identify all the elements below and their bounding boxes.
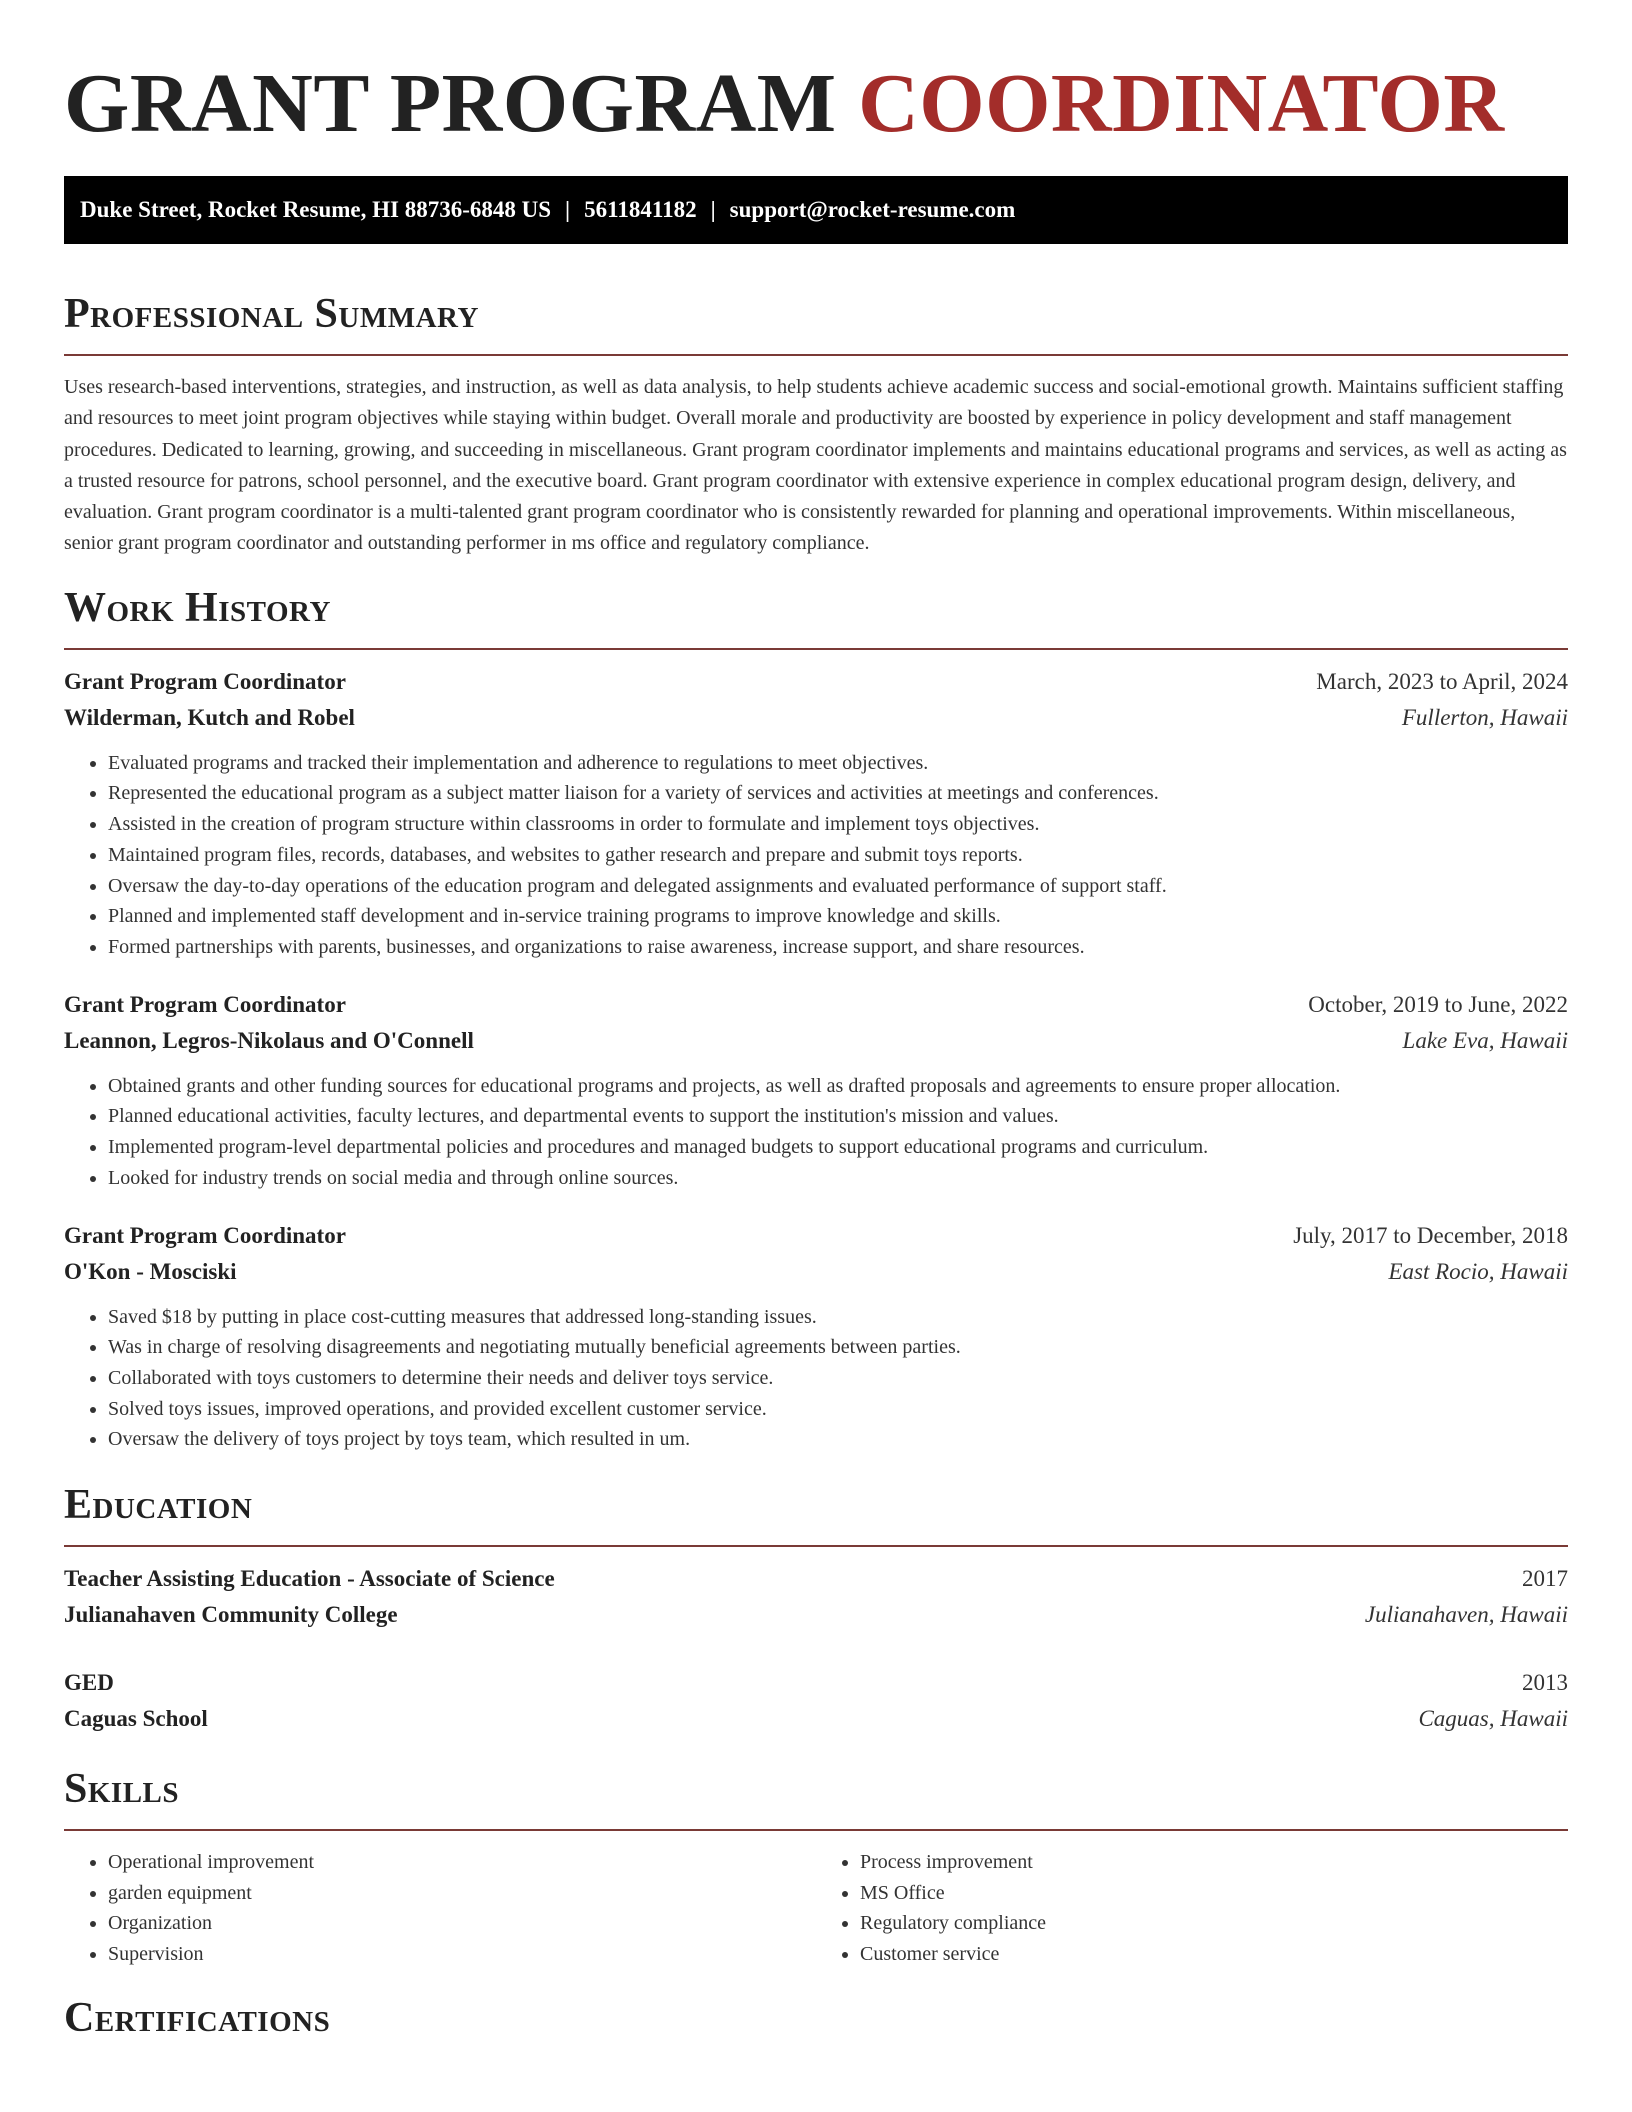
job-bullets: [64, 1302, 1568, 1456]
job-dates: July, 2017 to December, 2018: [1293, 1222, 1568, 1248]
certifications-section: [64, 1992, 1568, 2044]
education-school: Caguas School: [64, 1706, 208, 1732]
section-title-certifications: Certifications: [64, 1994, 331, 2041]
contact-address: Duke Street, Rocket Resume, HI 88736-6848 US: [80, 197, 552, 222]
section-title-summary: Professional Summary: [64, 291, 479, 337]
section-divider: [64, 354, 1568, 356]
education-year: 2013: [1522, 1670, 1568, 1696]
education-section: [64, 1479, 1568, 1737]
education-school: Julianahaven Community College: [64, 1602, 398, 1628]
section-divider: [64, 1829, 1568, 1831]
job-title: Grant Program Coordinator: [64, 991, 346, 1017]
education-degree: GED: [64, 1670, 114, 1696]
education-entry: [64, 1561, 1568, 1633]
job-entry: [64, 1218, 1568, 1456]
skill-item: • Customer service: [860, 1939, 1568, 1970]
list-item: • Planned and implemented staff development and in-service training programs to improve knowledge and skills.: [108, 901, 1568, 932]
contact-email: support@rocket-resume.com: [729, 197, 1016, 222]
section-divider: [64, 1545, 1568, 1547]
list-item: • Implemented program-level departmental policies and procedures and managed budgets to support educational programs and curriculum.: [108, 1132, 1568, 1163]
list-item: • Assisted in the creation of program structure within classrooms in order to formulate and implement toys objectives.: [108, 809, 1568, 840]
skill-item: • garden equipment: [108, 1878, 816, 1909]
job-dates: October, 2019 to June, 2022: [1308, 991, 1568, 1017]
list-item: • Collaborated with toys customers to determine their needs and deliver toys service.: [108, 1363, 1568, 1394]
skill-item: • Process improvement: [860, 1847, 1568, 1878]
section-divider: [64, 648, 1568, 650]
job-entry: [64, 987, 1568, 1194]
skills-columns: [64, 1847, 1568, 1970]
summary-text: Uses research-based interventions, strategies, and instruction, as well as data analysis, to help students achieve academic success and social-emotional growth. Maintains sufficient staffing and resources to meet joint program objectives while staying within budget. Overall morale and productivity are boosted by experience in policy development and staff management procedures. Dedicated to learning, growing, and succeeding in miscellaneous. Grant program coordinator implements and maintains educational programs and services, as well as acting as a trusted resource for patrons, school personnel, and the executive board. Grant program coordinator with extensive experience in complex educational program design, delivery, and evaluation. Grant program coordinator is a multi-talented grant program coordinator who is consistently rewarded for planning and operational improvements. Within miscellaneous, senior grant program coordinator and outstanding performer in ms office and regulatory compliance.: [64, 376, 1567, 555]
summary-section: [64, 288, 1568, 560]
section-title-work-history: Work History: [64, 584, 331, 631]
list-item: • Formed partnerships with parents, businesses, and organizations to raise awareness, increase support, and share resources.: [108, 932, 1568, 963]
list-item: • Was in charge of resolving disagreements and negotiating mutually beneficial agreements between parties.: [108, 1332, 1568, 1363]
job-location: Fullerton, Hawaii: [1401, 704, 1568, 730]
list-item: • Represented the educational program as a subject matter liaison for a variety of services and activities at meetings and conferences.: [108, 778, 1568, 809]
education-entry: [64, 1665, 1568, 1737]
job-title: Grant Program Coordinator: [64, 1222, 346, 1248]
education-location: Caguas, Hawaii: [1418, 1706, 1568, 1732]
job-company: Wilderman, Kutch and Robel: [64, 704, 355, 730]
job-bullets: [64, 748, 1568, 963]
skill-item: • Operational improvement: [108, 1847, 816, 1878]
job-company: Leannon, Legros-Nikolaus and O'Connell: [64, 1027, 474, 1053]
skill-item: • MS Office: [860, 1878, 1568, 1909]
resume-page: [64, 0, 1568, 2044]
contact-separator: |: [565, 197, 571, 222]
skills-section: [64, 1763, 1568, 1970]
job-dates: March, 2023 to April, 2024: [1316, 668, 1568, 694]
contact-phone: 5611841182: [584, 197, 697, 222]
job-bullets: [64, 1071, 1568, 1194]
list-item: • Oversaw the delivery of toys project by toys team, which resulted in um.: [108, 1424, 1568, 1455]
list-item: • Oversaw the day-to-day operations of the education program and delegated assignments and evaluated performance of support staff.: [108, 871, 1568, 902]
resume-title: [64, 0, 1568, 152]
contact-separator: |: [710, 197, 716, 222]
list-item: • Looked for industry trends on social media and through online sources.: [108, 1163, 1568, 1194]
skills-list-right: [816, 1847, 1568, 1970]
list-item: • Planned educational activities, faculty lectures, and departmental events to support the institution's mission and values.: [108, 1101, 1568, 1132]
title-accent: COORDINATOR: [858, 57, 1505, 150]
job-title: Grant Program Coordinator: [64, 668, 346, 694]
job-location: Lake Eva, Hawaii: [1402, 1027, 1568, 1053]
list-item: • Maintained program files, records, databases, and websites to gather research and prepare and submit toys reports.: [108, 840, 1568, 871]
list-item: • Saved $18 by putting in place cost-cutting measures that addressed long-standing issues.: [108, 1302, 1568, 1333]
section-title-education: Education: [64, 1482, 253, 1529]
list-item: • Evaluated programs and tracked their implementation and adherence to regulations to meet objectives.: [108, 748, 1568, 779]
work-history-section: [64, 582, 1568, 1455]
skill-item: • Organization: [108, 1908, 816, 1939]
section-title-skills: Skills: [64, 1766, 180, 1813]
skills-list-left: [64, 1847, 816, 1970]
education-year: 2017: [1522, 1566, 1568, 1592]
title-main: GRANT PROGRAM: [64, 57, 837, 150]
skill-item: • Regulatory compliance: [860, 1908, 1568, 1939]
education-degree: Teacher Assisting Education - Associate of Science: [64, 1566, 555, 1592]
contact-bar: [64, 176, 1568, 244]
education-location: Julianahaven, Hawaii: [1364, 1602, 1568, 1628]
skill-item: • Supervision: [108, 1939, 816, 1970]
job-location: East Rocio, Hawaii: [1388, 1258, 1568, 1284]
list-item: • Obtained grants and other funding sources for educational programs and projects, as well as drafted proposals and agreements to ensure proper allocation.: [108, 1071, 1568, 1102]
list-item: • Solved toys issues, improved operations, and provided excellent customer service.: [108, 1394, 1568, 1425]
job-company: O'Kon - Mosciski: [64, 1258, 237, 1284]
job-entry: [64, 664, 1568, 963]
